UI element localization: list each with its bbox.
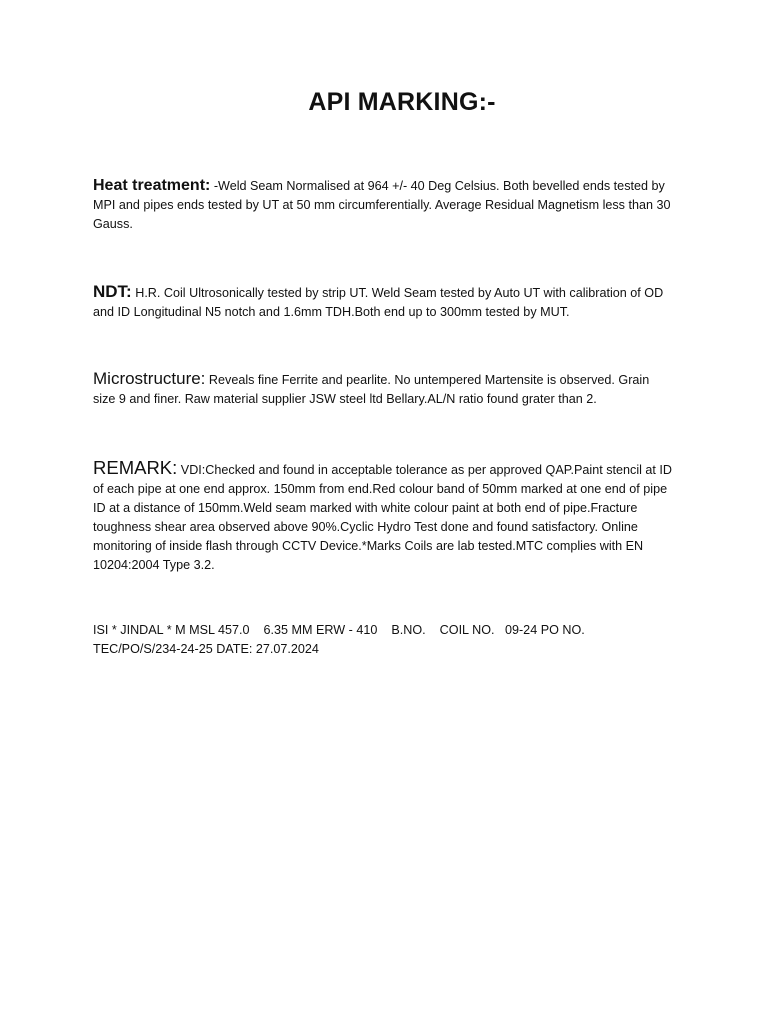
heat-treatment-section xyxy=(93,176,673,234)
microstructure-section xyxy=(93,369,673,409)
microstructure-label: Microstructure: xyxy=(93,369,206,388)
microstructure-text: Reveals fine Ferrite and pearlite. No untempered Martensite is observed. Grain size 9 and finer. Raw material supplier JSW steel ltd Bellary.AL/N ratio found grater than 2. xyxy=(93,373,650,406)
heat-treatment-label: Heat treatment: xyxy=(93,177,211,194)
ndt-label: NDT: xyxy=(93,282,132,301)
remark-text: VDI:Checked and found in acceptable tolerance as per approved QAP.Paint stencil at ID of each pipe at one end approx. 150mm from end.Red colour band of 50mm marked at one end of pipe ID at a distance of 150mm.Weld seam marked with white colour paint at both end of pipe.Fracture toughness shear area observed above 90%.Cyclic Hydro Test done and found satisfactory. Online monitoring of inside flash through CCTV Device.*Marks Coils are lab tested.MTC complies with EN 10204:2004 Type 3.2. xyxy=(93,463,673,572)
ndt-text: H.R. Coil Ultrosonically tested by strip UT. Weld Seam tested by Auto UT with calibration of OD and ID Longitudinal N5 notch and 1.6mm TDH.Both end up to 300mm tested by MUT. xyxy=(93,286,664,319)
pipe-marking-line: ISI * JINDAL * M MSL 457.0 6.35 MM ERW - 410 B.NO. COIL NO. 09-24 PO NO. TEC/PO/S/234-24-25 DATE: 27.07.2024 xyxy=(93,623,589,656)
heat-treatment-text: -Weld Seam Normalised at 964 +/- 40 Deg Celsius. Both bevelled ends tested by MPI and pipes ends tested by UT at 50 mm circumferentially. Average Residual Magnetism less than 30 Gauss. xyxy=(93,179,671,231)
remark-label: REMARK: xyxy=(93,457,178,478)
remark-section xyxy=(93,458,673,575)
page-title: API MARKING:- xyxy=(308,88,496,116)
ndt-section xyxy=(93,282,673,322)
